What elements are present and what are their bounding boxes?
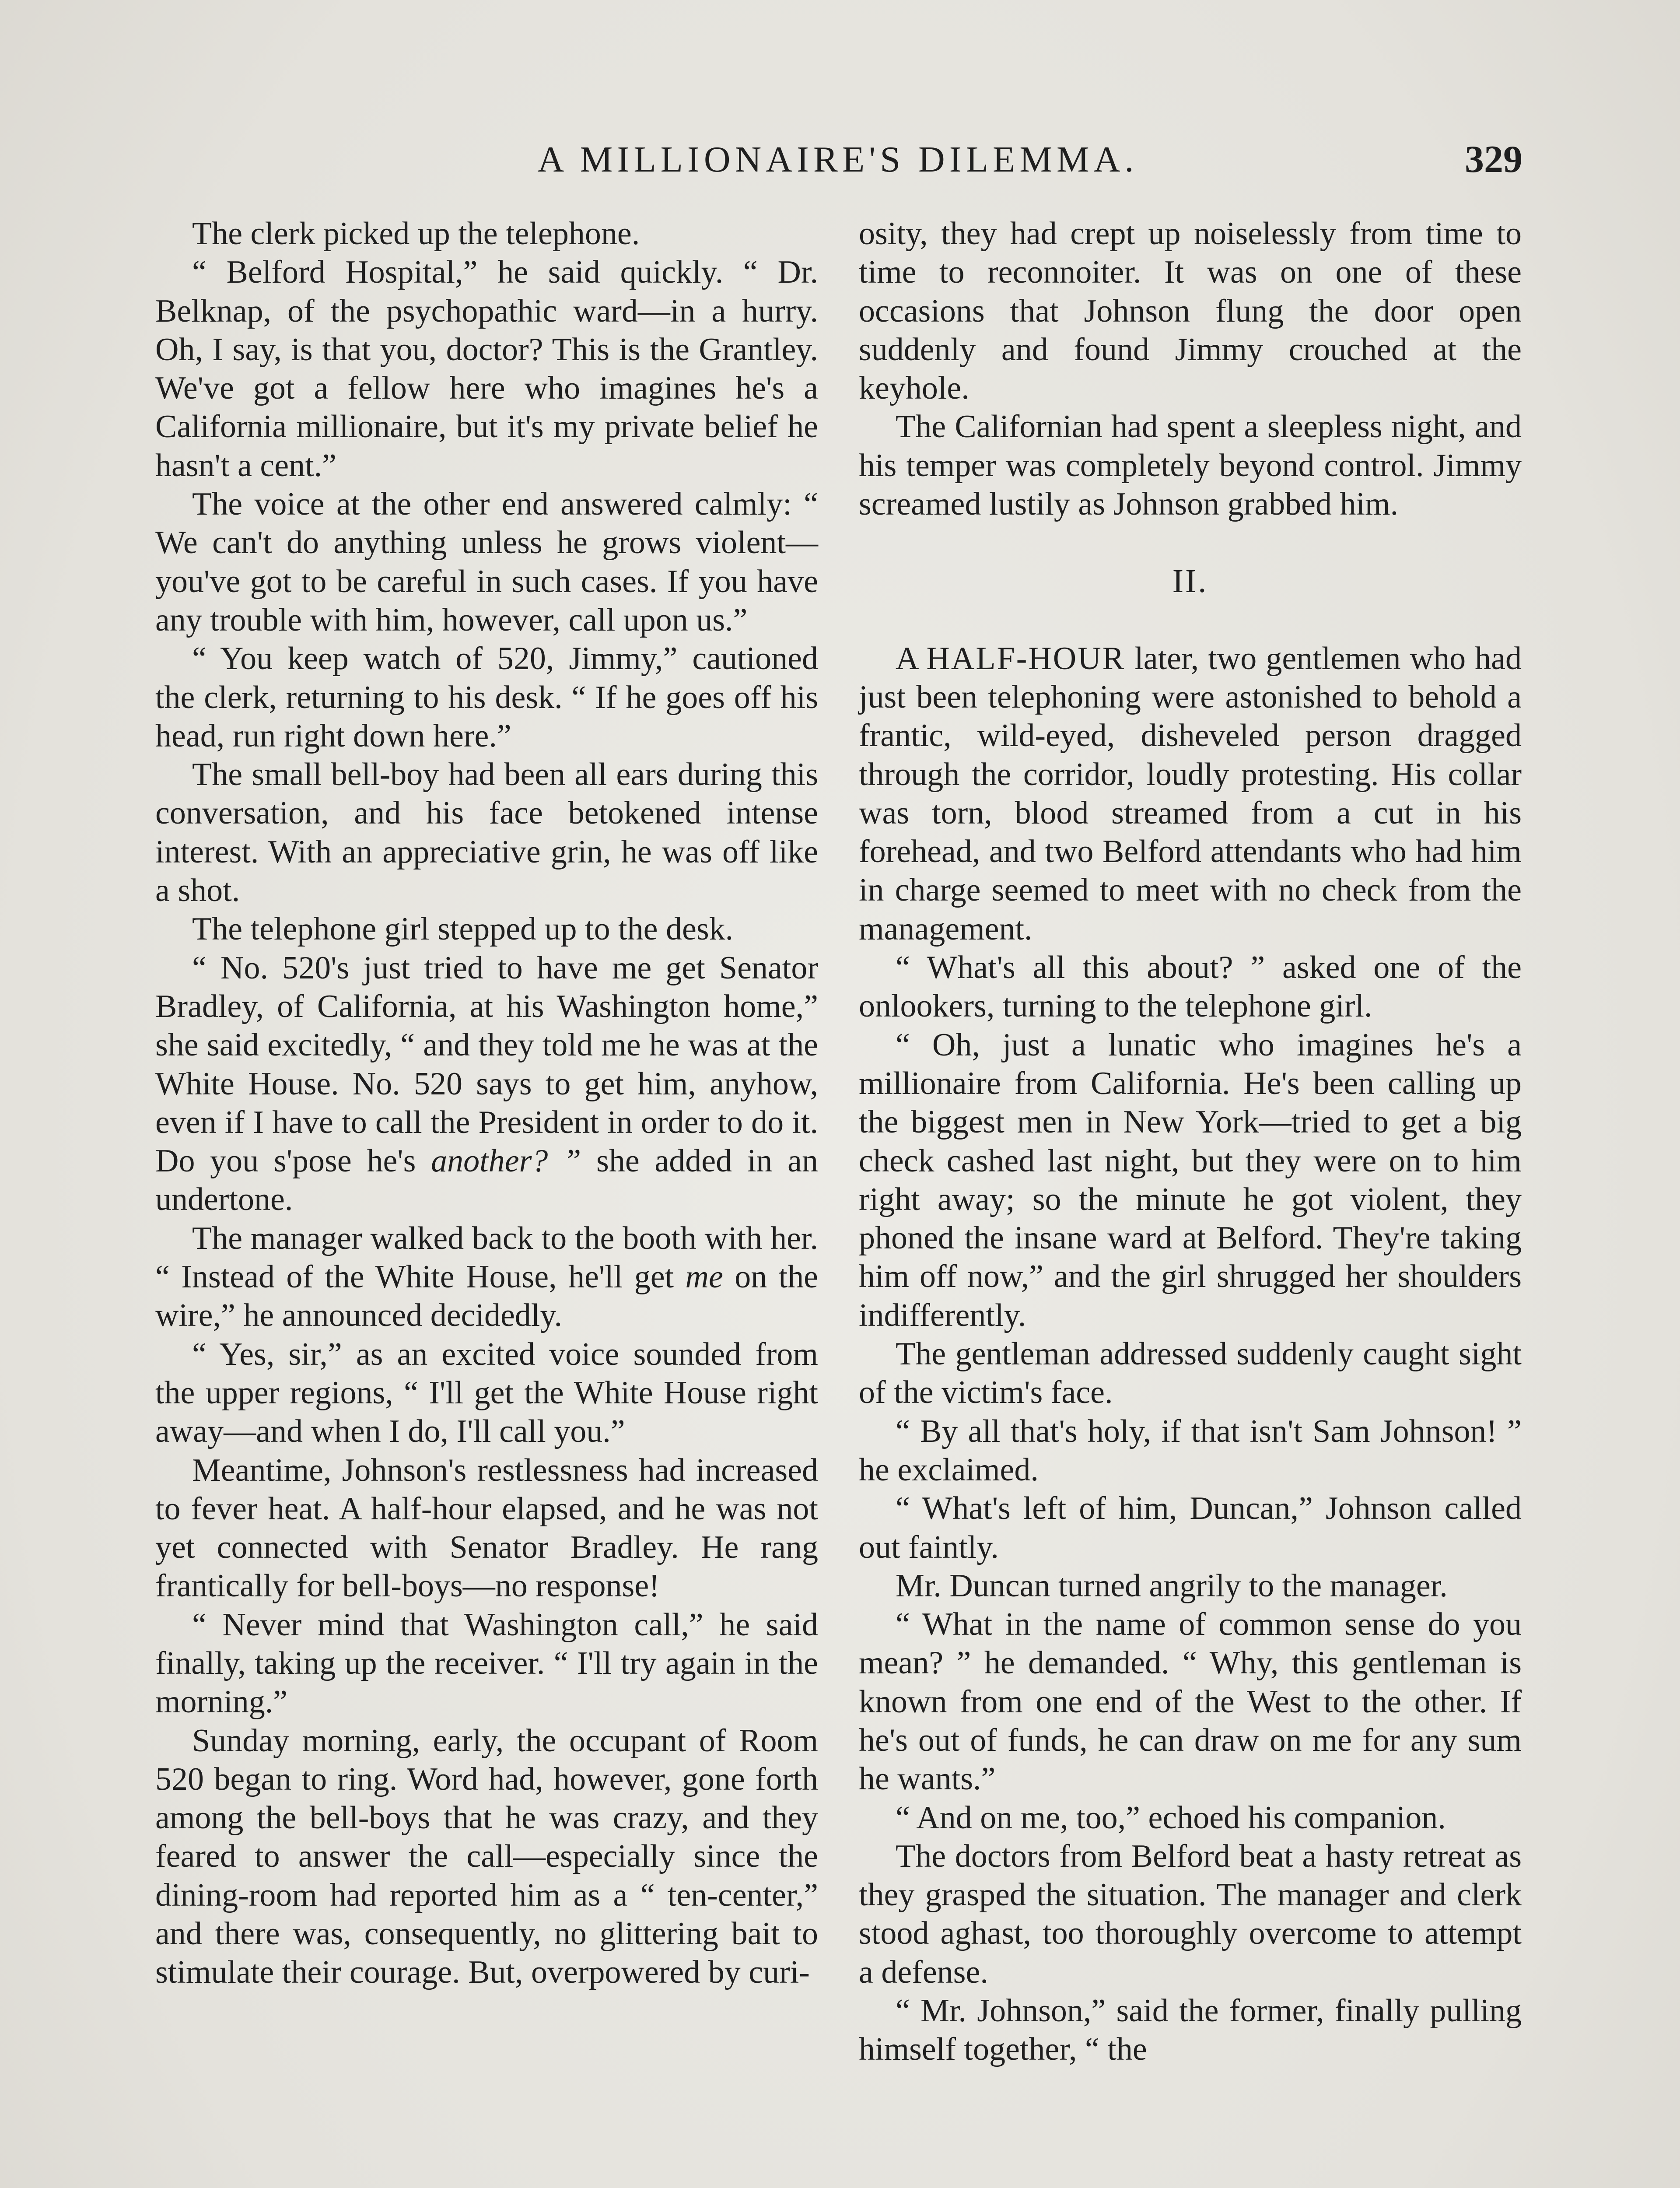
text-run: later, two gentlemen who had just been telephoning were astonished to behold a frantic, wild-eyed, disheveled person dragged through the corridor, loudly protesting. His collar was torn, blood streamed from a cut in his forehead, and two Belford attendants who had him in charge seemed to meet with no check from the management. xyxy=(859,640,1522,947)
left-column xyxy=(155,214,818,1992)
paragraph xyxy=(155,949,818,1219)
paragraph: The Californian had spent a sleepless night, and his temper was completely beyond control. Jimmy screamed lustily as Johnson grabbed him. xyxy=(859,409,1522,522)
text-run: she added in an undertone. xyxy=(155,1143,818,1218)
small-caps-phrase: HALF-HOUR xyxy=(926,640,1126,677)
italic-word: me xyxy=(685,1259,723,1295)
paragraph: “ By all that's holy, if that isn't Sam Johnson! ” he exclaimed. xyxy=(859,1413,1522,1488)
paragraph: Mr. Duncan turned angrily to the manager. xyxy=(896,1567,1448,1604)
paragraph xyxy=(859,639,1522,948)
text-run: “ No. 520's just tried to have me get Senator Bradley, of California, at his Washington home,” she said excitedly, “ and they told me he was at the White House. No. 520 says to get him, anyhow, even if I have to call the President in order to do it. Do you s'pose he's xyxy=(155,950,818,1179)
right-column xyxy=(859,214,1522,2069)
text-run: on the wire,” he announced decidedly. xyxy=(155,1259,819,1334)
text-run: A xyxy=(896,640,917,677)
italic-word: another? ” xyxy=(431,1143,581,1179)
paragraph: “ Yes, sir,” as an excited voice sounded from the upper regions, “ I'll get the White House right away—and when I do, I'll call you.” xyxy=(155,1336,818,1450)
paragraph: The voice at the other end answered calmly: “ We can't do anything unless he grows violent—you've got to be careful in such cases. If you have any trouble with him, however, call upon us.” xyxy=(155,486,818,638)
paragraph xyxy=(155,1219,818,1335)
paragraph: “ Mr. Johnson,” said the former, finally pulling himself together, “ the xyxy=(859,1993,1522,2068)
paragraph: “ Oh, just a lunatic who imagines he's a millionaire from California. He's been calling up the biggest men in New York—tried to get a big check cashed last night, but they were on to him right away; so the minute he got violent, they phoned the insane ward at Belford. They're taking him off now,” and the girl shrugged her shoulders indifferently. xyxy=(859,1027,1522,1333)
paragraph: The clerk picked up the telephone. xyxy=(192,216,640,252)
paragraph: “ What's all this about? ” asked one of the onlookers, turning to the telephone girl. xyxy=(859,950,1522,1024)
page-number: 329 xyxy=(1465,138,1522,181)
page-header xyxy=(153,131,1522,188)
paragraph: “ And on me, too,” echoed his companion. xyxy=(896,1799,1446,1836)
paragraph: “ Never mind that Washington call,” he said finally, taking up the receiver. “ I'll try again in the morning.” xyxy=(155,1606,818,1720)
paragraph: “ What's left of him, Duncan,” Johnson called out faintly. xyxy=(859,1490,1522,1565)
paragraph: The doctors from Belford beat a hasty retreat as they grasped the situation. The manager and clerk stood aghast, too thoroughly overcome to attempt a defense. xyxy=(859,1838,1522,1990)
paragraph: osity, they had crept up noiselessly from time to time to reconnoiter. It was on one of these occasions that Johnson flung the door open suddenly and found Jimmy crouched at the keyhole. xyxy=(859,216,1522,407)
text-run: The manager walked back to the booth with her. “ Instead of the White House, he'll get xyxy=(155,1220,818,1295)
paragraph: Sunday morning, early, the occupant of Room 520 began to ring. Word had, however, gone forth among the bell-boys that he was crazy, and they feared to answer the call—especially since the dining-room had reported him as a “ ten-center,” and there was, consequently, no glittering bait to stimulate their courage. But, overpowered by curi- xyxy=(155,1722,818,1991)
section-number: II. xyxy=(1172,563,1208,600)
running-title: A MILLIONAIRE'S DILEMMA. xyxy=(537,139,1138,180)
paragraph: “ You keep watch of 520, Jimmy,” cautioned the clerk, returning to his desk. “ If he goes off his head, run right down here.” xyxy=(155,641,818,754)
paragraph: Meantime, Johnson's restlessness had increased to fever heat. A half-hour elapsed, and he was not yet connected with Senator Bradley. He rang frantically for bell-boys—no response! xyxy=(155,1452,818,1604)
paragraph: The small bell-boy had been all ears during this conversation, and his face betokened intense interest. With an appreciative grin, he was off like a shot. xyxy=(155,757,818,909)
paragraph: The telephone girl stepped up to the desk. xyxy=(192,911,734,947)
paragraph: “ Belford Hospital,” he said quickly. “ Dr. Belknap, of the psychopathic ward—in a hurry. Oh, I say, is that you, doctor? This is the Grantley. We've got a fellow here who imagines he's a California millionaire, but it's my private belief he hasn't a cent.” xyxy=(155,254,818,484)
paragraph: “ What in the name of common sense do you mean? ” he demanded. “ Why, this gentleman is known from one end of the West to the other. If he's out of funds, he can draw on me for any sum he wants.” xyxy=(859,1606,1522,1797)
paragraph: The gentleman addressed suddenly caught sight of the victim's face. xyxy=(859,1336,1522,1411)
